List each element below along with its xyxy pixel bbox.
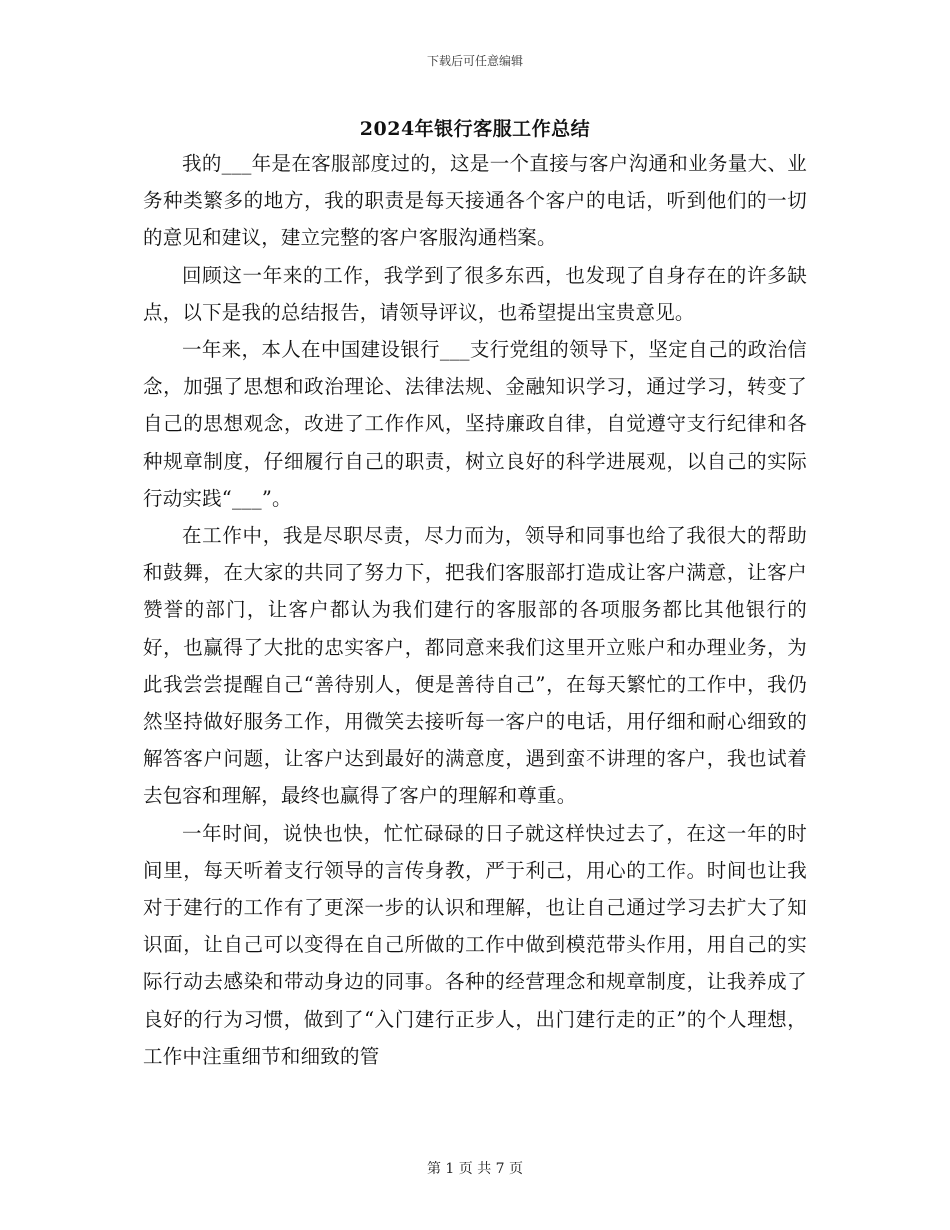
header-note: 下载后可任意编辑 (426, 54, 523, 68)
document-title: 2024年银行客服工作总结 (359, 118, 591, 140)
document-body (143, 145, 807, 1075)
page-number: 第 1 页 共 7 页 (426, 1161, 524, 1177)
paragraph: 一年时间，说快也快，忙忙碌碌的日子就这样快过去了，在这一年的时间里，每天听着支行领导的言传身教，严于利己，用心的工作。时间也让我对于建行的工作有了更深一步的认识和理解，也让自己通过学习去扩大了知识面，让自己可以变得在自己所做的工作中做到模范带头作用，用自己的实际行动去感染和带动身边的同事。各种的经营理念和规章制度，让我养成了良好的行为习惯，做到了“入门建行正步人，出门建行走的正”的个人理想，工作中注重细节和细致的管 (143, 821, 807, 1068)
paragraph: 我的___年是在客服部度过的，这是一个直接与客户沟通和业务量大、业务种类繁多的地方，我的职责是每天接通各个客户的电话，听到他们的一切的意见和建议，建立完整的客户客服沟通档案。 (143, 152, 807, 250)
paragraph: 回顾这一年来的工作，我学到了很多东西，也发现了自身存在的许多缺点，以下是我的总结报告，请领导评议，也希望提出宝贵意见。 (143, 263, 807, 324)
paragraph: 在工作中，我是尽职尽责，尽力而为，领导和同事也给了我很大的帮助和鼓舞，在大家的共同了努力下，把我们客服部打造成让客户满意，让客户赞誉的部门，让客户都认为我们建行的客服部的各项服务都比其他银行的好，也赢得了大批的忠实客户，都同意来我们这里开立账户和办理业务，为此我尝尝提醒自己“善待别人，便是善待自己”，在每天繁忙的工作中，我仍然坚持做好服务工作，用微笑去接听每一客户的电话，用仔细和耐心细致的解答客户问题，让客户达到最好的满意度，遇到蛮不讲理的客户，我也试着去包容和理解，最终也赢得了客户的理解和尊重。 (143, 524, 807, 808)
paragraph: 一年来，本人在中国建设银行___支行党组的领导下，坚定自己的政治信念，加强了思想和政治理论、法律法规、金融知识学习，通过学习，转变了自己的思想观念，改进了工作作风，坚持廉政自律，自觉遵守支行纪律和各种规章制度，仔细履行自己的职责，树立良好的科学进展观，以自己的实际行动实践“___”。 (143, 338, 807, 510)
